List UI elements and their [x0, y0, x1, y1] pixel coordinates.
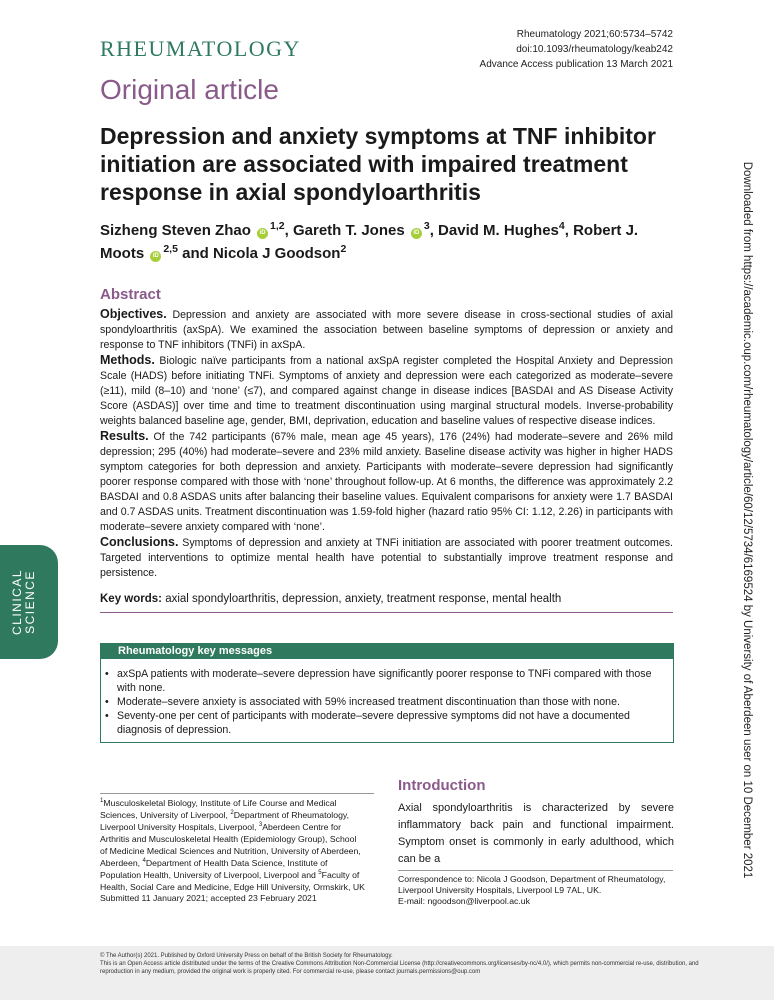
abstract-label: Objectives.	[100, 307, 167, 321]
abstract-body	[100, 307, 673, 607]
abstract-objectives	[100, 307, 673, 353]
footnote-divider	[100, 793, 374, 794]
abstract-label: Results.	[100, 429, 149, 443]
author-name[interactable]: Gareth T. Jones	[292, 222, 405, 239]
orcid-icon[interactable]: iD	[150, 251, 161, 262]
correspondence-email[interactable]: E-mail: ngoodson@liverpool.ac.uk	[398, 896, 530, 906]
keywords-text: axial spondyloarthritis, depression, anxiety, treatment response, mental health	[165, 593, 562, 605]
keywords-label: Key words:	[100, 593, 162, 605]
side-tab-line: CLINICAL	[10, 568, 24, 636]
copyright-line: © The Author(s) 2021. Published by Oxford University Press on behalf of the British Society for Rheumatology.	[100, 953, 393, 959]
abstract-label: Conclusions.	[100, 535, 179, 549]
citation-block	[480, 27, 673, 72]
article-title: Depression and anxiety symptoms at TNF inhibitor initiation are associated with impaired treatment response in axial spondyloarthritis	[100, 123, 656, 205]
abstract-text: Depression and anxiety are associated with more severe disease in cross-sectional studies of axial spondyloarthritis (axSpA). We examined the association between baseline symptoms of depression or anxiety and response to TNF inhibitors (TNFi) in axSpA.	[100, 309, 673, 351]
orcid-icon[interactable]: iD	[411, 228, 422, 239]
introduction-text: Axial spondyloarthritis is characterized by severe inflammatory back pain and functional impairment. Symptom onset is commonly in early adulthood, which can be a	[398, 802, 674, 865]
author-name[interactable]: and Nicola J Goodson	[182, 245, 341, 262]
author-name[interactable]: Sizheng Steven Zhao	[100, 222, 251, 239]
author-affil-sup: 3	[423, 220, 430, 232]
abstract-text: Of the 742 participants (67% male, mean age 45 years), 176 (24%) had moderate–severe and 26% mild depression; 295 (40%) had moderate–severe and 23% mild anxiety. Baseline disease activity was higher in higher HADS symptom categories for both depression and anxiety. Participants with moderate–severe depression had significantly poorer response compared with those with ‘none’ throughout follow-up. At 6 months, the difference was approximately 2.2 BASDAI and 0.8 ASDAS units after balancing their baseline values. Equivalent comparisons for anxiety were 1.7 BASDAI and 0.7 ASDAS units. Treatment discontinuation was 1.59-fold higher (hazard ratio 95% CI: 1.12, 2.26) in participants with moderate–severe anxiety compared with ‘none’.	[100, 431, 673, 533]
author-list: Sizheng Steven Zhao iD$^{1,2}$, Gareth T. Jones $iD^3$, David M. Hughes$^4$, Robert J. Moots iD$^{2,5}$ and Nicola J Goodson$^2$	[100, 220, 639, 262]
abstract-text: Symptoms of depression and anxiety at TNFi initiation are associated with poorer treatment outcomes. Targeted interventions to optimize mental health have potential to substantially improve treatment response and persistence.	[100, 537, 673, 579]
correspondence	[398, 874, 674, 907]
side-tab-line: SCIENCE	[23, 570, 37, 634]
list-item: • Seventy-one per cent of participants with moderate–severe depressive symptoms did not have a documented diagnosis of depression.	[104, 709, 662, 737]
author-name[interactable]: Robert J. Moots	[100, 222, 639, 262]
affil-text: Faculty of Health, Social Care and Medicine, Edge Hill University, Ormskirk, UK	[100, 870, 365, 892]
author-affil-sup: 4	[558, 220, 565, 232]
abstract-conclusions	[100, 535, 673, 581]
affil-number: 1	[100, 797, 104, 805]
section-label: Original article	[100, 74, 279, 105]
key-messages-list	[104, 667, 662, 737]
journal-logo: RHEUMATOLOGY	[100, 36, 301, 61]
doi-link[interactable]: doi:10.1093/rheumatology/keab242	[516, 44, 673, 55]
keywords	[100, 592, 673, 607]
abstract-text: Biologic naïve participants from a national axSpA register completed the Hospital Anxiety and Depression Scale (HADS) before initiating TNFi. Symptoms of anxiety and depression were each categorized as moderate–severe (≥11), mild (8–10) and ‘none’ (≤7), and compared against change in disease indices [BASDAI and AS Disease Activity Score (ASDAS)] over time and time to treatment discontinuation using marginal structural models. Inverse-probability weights balanced baseline age, gender, BMI, deprivation, education and baseline values of respective disease indices.	[100, 355, 673, 427]
side-tab-label	[11, 569, 37, 635]
license-text: This is an Open Access article distributed under the terms of the Creative Commons Attribution Non-Commercial License (http://creativecommons.org/licenses/by-nc/4.0/), which permits non-commercial re-use, distribution, and reproduction in any medium, provided the original work is properly cited. For commercial re-use, please contact journals.permissions@oup.com	[100, 961, 699, 975]
list-item: • axSpA patients with moderate–severe depression have significantly poorer response to TNFi compared with those with none.	[104, 667, 662, 695]
divider	[100, 612, 673, 613]
abstract-heading: Abstract	[100, 286, 161, 303]
affil-number: 4	[142, 857, 146, 865]
introduction-heading: Introduction	[398, 777, 486, 794]
affil-text: Department of Health Data Science, Institute of Population Health, University of Liverpool, Liverpool and	[100, 858, 328, 880]
author-affil-sup: 2	[340, 243, 347, 255]
abstract-label: Methods.	[100, 353, 155, 367]
correspondence-address: Correspondence to: Nicola J Goodson, Department of Rheumatology, Liverpool University Hospitals, Liverpool L9 7AL, UK.	[398, 874, 666, 895]
submission-dates: Submitted 11 January 2021; accepted 23 February 2021	[100, 893, 317, 903]
author-name[interactable]: David M. Hughes	[438, 222, 559, 239]
license-footer	[100, 952, 700, 976]
list-item: • Moderate–severe anxiety is associated with 59% increased treatment discontinuation than those with none.	[104, 695, 662, 709]
affil-text: Aberdeen Centre for Arthritis and Musculoskeletal Health (Epidemiology Group), School of Medicine Medical Sciences and Nutrition, University of Aberdeen, Aberdeen,	[100, 822, 361, 868]
citation: Rheumatology 2021;60:5734–5742	[516, 29, 673, 40]
advance-access: Advance Access publication 13 March 2021	[479, 59, 673, 70]
abstract-methods	[100, 353, 673, 429]
author-affil-sup: 1,2	[270, 220, 285, 232]
affil-number: 5	[318, 869, 322, 877]
download-watermark: Downloaded from https://academic.oup.com/rheumatology/article/60/12/5734/6169524 by University of Aberdeen user on 10 December 2021	[741, 161, 753, 879]
affil-text: Musculoskeletal Biology, Institute of Life Course and Medical Sciences, University of Liverpool,	[100, 798, 337, 820]
key-messages-title: Rheumatology key messages	[118, 645, 273, 657]
abstract-results	[100, 429, 673, 535]
key-messages-heading	[100, 643, 674, 659]
correspondence-divider	[398, 870, 673, 871]
affiliations	[100, 797, 365, 893]
orcid-icon[interactable]: iD	[257, 228, 268, 239]
affil-text: Department of Rheumatology, Liverpool University Hospitals, Liverpool,	[100, 810, 350, 832]
affil-number: 2	[230, 809, 234, 817]
affil-number: 3	[258, 821, 263, 829]
author-affil-sup: 2,5	[163, 243, 178, 255]
